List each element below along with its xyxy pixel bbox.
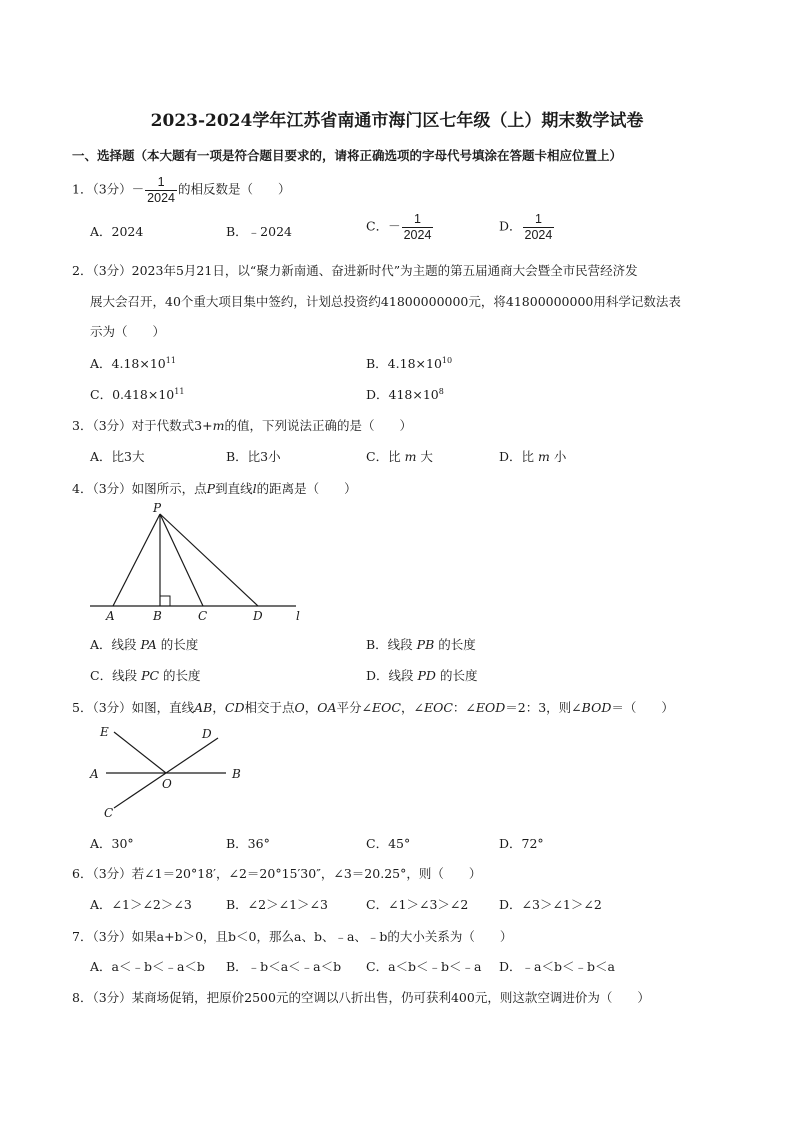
variable: AB xyxy=(194,700,213,715)
question-text: 5．（3分）如图，直线 xyxy=(72,700,195,715)
question-text: ：∠ xyxy=(452,700,476,715)
question-text: ， xyxy=(304,700,318,715)
option-label: D． xyxy=(499,218,522,234)
q5-figure-intersecting-lines xyxy=(86,722,266,822)
question-text: 4．（3分）如图所示，点 xyxy=(72,481,207,496)
option-text: 的长度 xyxy=(163,668,201,683)
option-text: C．0.418×10 xyxy=(90,387,175,402)
variable: m xyxy=(538,449,550,464)
q4-option-b xyxy=(366,635,476,653)
q2-option-b xyxy=(366,354,452,372)
q7-option-c: C．a＜b＜﹣b＜﹣a xyxy=(366,959,482,974)
option-text: B．4.18×10 xyxy=(366,356,442,371)
variable: PA xyxy=(140,637,157,652)
label-point-d: D xyxy=(253,609,263,623)
q4-figure-point-line-distance xyxy=(80,498,320,628)
question-number: 1．（3分） xyxy=(72,181,132,197)
label-point-a: A xyxy=(106,609,115,623)
q7-option-d: D．﹣a＜b＜﹣b＜a xyxy=(499,959,615,974)
question-text: 的距离是（ ） xyxy=(256,481,357,496)
q5-option-a: A．30° xyxy=(90,836,134,851)
variable: m xyxy=(212,418,225,433)
option-text: D．418×10 xyxy=(366,387,439,402)
q2-option-c xyxy=(90,385,184,403)
variable: PC xyxy=(141,668,160,683)
option-text: D．比 xyxy=(499,449,535,464)
exponent: 11 xyxy=(165,356,176,365)
option-text: B．线段 xyxy=(366,637,413,652)
q5-option-b: B．36° xyxy=(226,836,270,851)
label-point-c: C xyxy=(104,806,114,820)
q1-option-a: A．2024 xyxy=(90,224,144,239)
question-2-line2: 展大会召开，40个重大项目集中签约，计划总投资约41800000000元，将41800000000用科学记数法表 xyxy=(90,294,681,309)
exponent: 11 xyxy=(174,387,185,396)
minus-sign: － xyxy=(388,218,401,234)
variable: CD xyxy=(224,700,245,715)
minus-sign: － xyxy=(131,181,145,197)
segment-pd xyxy=(160,514,258,606)
question-text: 平分∠ xyxy=(336,700,373,715)
question-2-line3: 示为（ ） xyxy=(90,324,166,339)
fraction-numerator: 1 xyxy=(534,212,542,226)
q7-option-a: A．a＜﹣b＜﹣a＜b xyxy=(90,959,205,974)
fraction-numerator: 1 xyxy=(414,212,421,226)
q6-option-c: C．∠1＞∠3＞∠2 xyxy=(366,897,469,912)
q3-option-c xyxy=(366,447,433,465)
variable: O xyxy=(294,700,305,715)
question-text: ＝（ ） xyxy=(611,700,674,715)
question-text: ＝2：3，则∠ xyxy=(505,700,582,715)
ray-oe xyxy=(114,732,166,773)
question-5-stem xyxy=(72,698,674,716)
fraction-numerator: 1 xyxy=(157,175,165,189)
label-line-l: l xyxy=(296,609,300,623)
option-text: C．线段 xyxy=(90,668,138,683)
label-point-b: B xyxy=(232,767,241,781)
question-3-stem xyxy=(72,416,412,434)
q4-option-d xyxy=(366,666,477,684)
label-point-o: O xyxy=(162,777,172,791)
question-4-stem xyxy=(72,479,357,497)
variable: OA xyxy=(317,700,337,715)
question-text: ， xyxy=(212,700,225,715)
q7-option-b: B．﹣b＜a＜﹣a＜b xyxy=(226,959,342,974)
label-point-e: E xyxy=(100,725,109,739)
option-text: 的长度 xyxy=(438,637,476,652)
option-text: 大 xyxy=(420,449,433,464)
q5-option-c: C．45° xyxy=(366,836,411,851)
q1-option-d xyxy=(499,213,555,241)
question-text: 到直线 xyxy=(215,481,253,496)
label-point-p: P xyxy=(153,501,162,515)
question-6-stem: 6．（3分）若∠1＝20°18′，∠2＝20°15′30″，∠3＝20.25°，则（ ） xyxy=(72,866,482,881)
option-label: C． xyxy=(366,218,389,234)
question-text: 的相反数是（ ） xyxy=(177,181,291,197)
q3-option-d xyxy=(499,447,566,465)
variable: l xyxy=(252,481,257,496)
segment-pa xyxy=(113,514,160,606)
segment-pc xyxy=(160,514,203,606)
fraction xyxy=(523,213,555,241)
question-1-stem xyxy=(72,176,291,204)
question-text: 相交于点 xyxy=(244,700,295,715)
question-text: ，∠ xyxy=(400,700,424,715)
q4-option-a xyxy=(90,635,198,653)
q3-option-a: A．比3大 xyxy=(90,449,145,464)
fraction xyxy=(145,176,177,204)
question-7-stem: 7．（3分）如果a+b＞0，且b＜0，那么a、b、﹣a、﹣b的大小关系为（ ） xyxy=(72,929,513,944)
section-heading-choice: 一、选择题（本大题有一项是符合题目要求的，请将正确选项的字母代号填涂在答题卡相应位置上） xyxy=(72,148,623,163)
variable: PB xyxy=(416,637,435,652)
variable: EOD xyxy=(475,700,506,715)
option-text: A．4.18×10 xyxy=(90,356,166,371)
fraction-denominator: 2024 xyxy=(403,227,432,242)
option-text: C．比 xyxy=(366,449,401,464)
q6-option-a: A．∠1＞∠2＞∠3 xyxy=(90,897,192,912)
question-2-line1: 2．（3分）2023年5月21日，以“聚力新南通、奋进新时代”为主题的第五届通商大会暨全市民营经济发 xyxy=(72,263,638,278)
option-text: D．线段 xyxy=(366,668,414,683)
right-angle-mark xyxy=(160,596,170,606)
label-point-d: D xyxy=(202,727,212,741)
label-point-a: A xyxy=(90,767,99,781)
question-8-stem: 8．（3分）某商场促销，把原价2500元的空调以八折出售，仍可获利400元，则这款空调进价为（ ） xyxy=(72,990,650,1005)
variable: PD xyxy=(417,668,436,683)
fraction-denominator: 2024 xyxy=(147,190,175,205)
q2-option-a xyxy=(90,354,176,372)
q4-option-c xyxy=(90,666,201,684)
q6-option-d: D．∠3＞∠1＞∠2 xyxy=(499,897,602,912)
variable: P xyxy=(206,481,216,496)
label-point-c: C xyxy=(198,609,208,623)
option-text: 的长度 xyxy=(439,668,478,683)
question-text: 3．（3分）对于代数式3+ xyxy=(72,418,213,433)
fraction-denominator: 2024 xyxy=(524,227,553,242)
q6-option-b: B．∠2＞∠1＞∠3 xyxy=(226,897,328,912)
option-text: 小 xyxy=(553,449,567,464)
q1-option-c xyxy=(366,213,434,241)
page-title: 2023-2024学年江苏省南通市海门区七年级（上）期末数学试卷 xyxy=(150,111,644,131)
fraction xyxy=(402,213,434,241)
q5-option-d: D．72° xyxy=(499,836,544,851)
variable: BOD xyxy=(581,700,612,715)
exponent: 8 xyxy=(438,387,444,396)
option-text: A．线段 xyxy=(90,637,137,652)
label-point-b: B xyxy=(153,609,162,623)
variable: EOC xyxy=(372,700,401,715)
option-text: 的长度 xyxy=(160,637,199,652)
q1-option-b: B．﹣2024 xyxy=(226,224,292,239)
exponent: 10 xyxy=(441,356,453,365)
variable: EOC xyxy=(423,700,453,715)
q2-option-d xyxy=(366,385,444,403)
q3-option-b: B．比3小 xyxy=(226,449,281,464)
question-text: 的值，下列说法正确的是（ ） xyxy=(224,418,412,433)
variable: m xyxy=(404,449,417,464)
